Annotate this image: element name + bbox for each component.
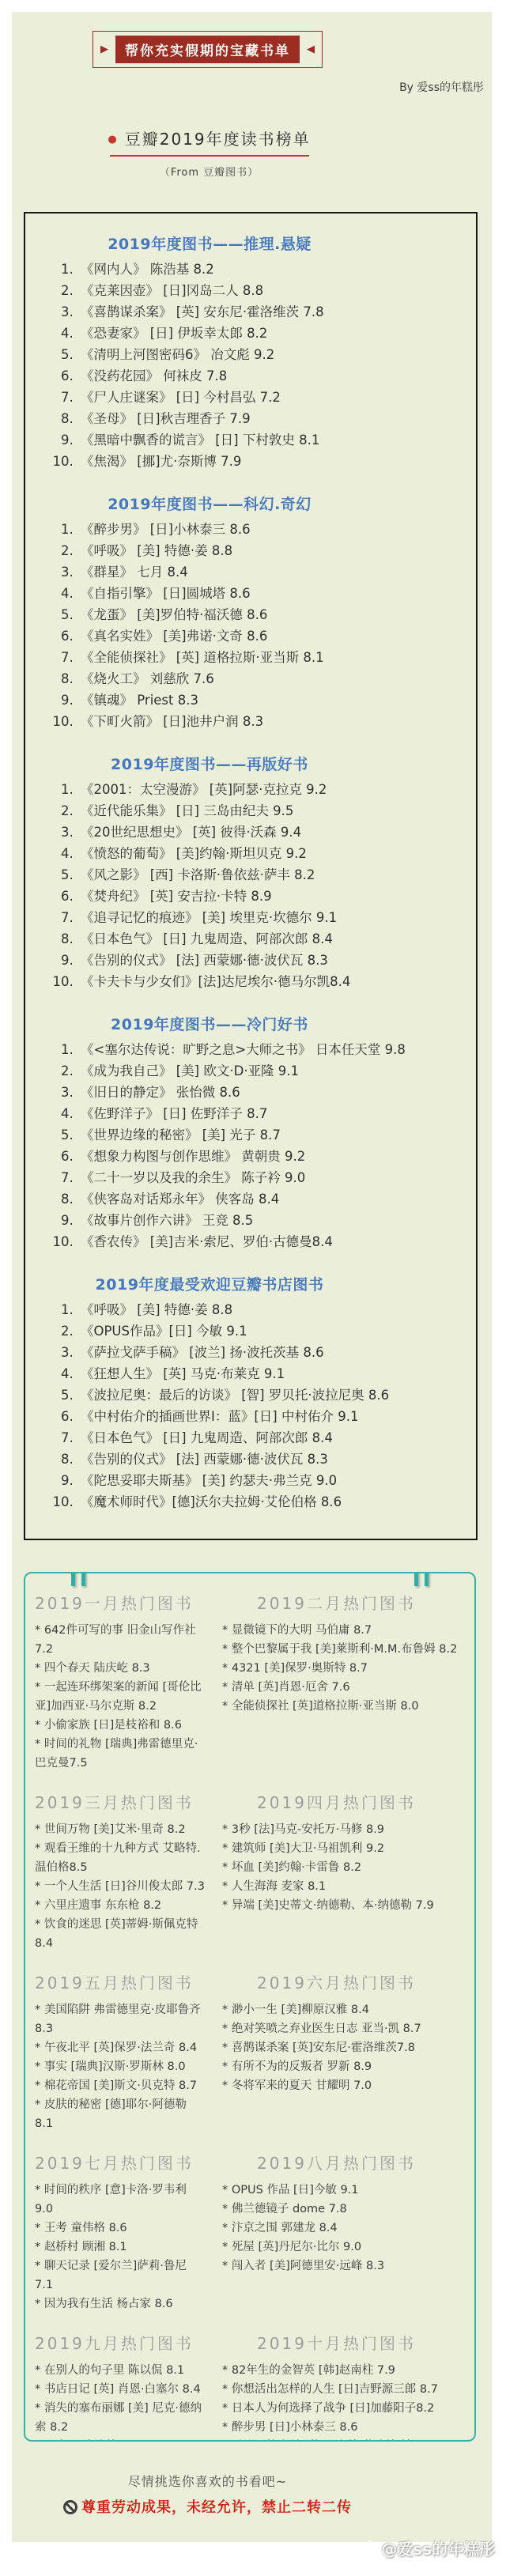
pause-bars-icon bbox=[414, 1572, 429, 1586]
book-entry: 6. 《焚舟纪》 [英] 安吉拉·卡特 8.9 bbox=[77, 886, 465, 907]
book-entry: 1. 《<塞尔达传说：旷野之息>大师之书》 日本任天堂 9.8 bbox=[77, 1039, 465, 1060]
play-right-icon: ▶ bbox=[100, 43, 108, 55]
page-subtitle: （From 豆瓣图书） bbox=[159, 167, 259, 179]
month-january bbox=[35, 1578, 205, 1773]
ranked-book-list bbox=[36, 1039, 465, 1252]
book-entry: * 棉花帝国 [美]斯文·贝克特 8.7 bbox=[35, 2079, 198, 2092]
book-entry: * 渺小一生 [美]柳原汉雅 8.4 bbox=[222, 2004, 369, 2016]
book-entry: 2. 《OPUS作品》[日] 今敏 9.1 bbox=[77, 1320, 465, 1342]
book-entry: 6. 《没药花园》 何袜皮 7.8 bbox=[77, 365, 465, 387]
month-march bbox=[35, 1777, 205, 1953]
book-entry: * 皮肤的秘密 [德]耶尔·阿德勒 8.1 bbox=[35, 2098, 187, 2130]
book-entry: 6. 《想象力构图与创作思维》 黄朝贵 9.2 bbox=[77, 1146, 465, 1167]
book-entry: 8. 《圣母》 [日]秋吉理香子 7.9 bbox=[77, 408, 465, 429]
book-entry: 5. 《龙蛋》 [美]罗伯特·福沃德 8.6 bbox=[77, 604, 465, 625]
book-entry: * 四个春天 陆庆屹 8.3 bbox=[35, 1662, 150, 1675]
book-entry: * 坏血 [美]约翰·卡雷鲁 8.2 bbox=[222, 1861, 362, 1874]
book-entry: 7. 《尸人庄谜案》 [日] 今村昌弘 7.2 bbox=[77, 387, 465, 408]
book-entry: * 建筑师 [美]大卫·马祖凯利 9.2 bbox=[222, 1842, 385, 1855]
book-entry: * 醉步男 [日]小林泰三 8.6 bbox=[222, 2421, 358, 2434]
book-entry: * 人生海海 麦家 8.1 bbox=[222, 1880, 327, 1893]
footer-note: 尽情挑选你喜欢的书看吧~ bbox=[127, 2474, 288, 2489]
month-title: 2019四月热门图书 bbox=[257, 1793, 416, 1812]
book-entry: 3. 《群星》 七月 8.4 bbox=[77, 561, 465, 583]
book-entry: * 冬将军来的夏天 甘耀明 7.0 bbox=[222, 2079, 372, 2092]
month-book-list bbox=[222, 1621, 465, 1716]
month-title: 2019八月热门图书 bbox=[257, 2154, 416, 2173]
book-entry: * 有所不为的反叛者 罗新 8.9 bbox=[222, 2060, 372, 2073]
book-entry: * 王考 童伟格 8.6 bbox=[35, 2222, 127, 2234]
book-entry: 2. 《克莱因壶》 [日]冈岛二人 8.8 bbox=[77, 280, 465, 301]
month-book-list bbox=[222, 1820, 465, 1915]
section-title: 2019年度图书——科幻.奇幻 bbox=[108, 496, 312, 513]
book-entry: 1. 《醉步男》 [日]小林泰三 8.6 bbox=[77, 519, 465, 540]
section-title: 2019年度图书——再版好书 bbox=[111, 756, 308, 773]
book-entry: * 清单 [英]肖恩·厄舍 7.6 bbox=[222, 1681, 350, 1694]
book-entry: 7. 《追寻记忆的痕迹》 [美] 埃里克·坎德尔 9.1 bbox=[77, 907, 465, 928]
book-entry: * 聊天记录 [爱尔兰]萨莉·鲁尼 7.1 bbox=[35, 2260, 187, 2291]
book-entry: 4. 《恐妻家》 [日] 伊坂幸太郎 8.2 bbox=[77, 323, 465, 344]
book-entry: 8. 《日本色气》 [日] 九鬼周造、阿部次郎 8.4 bbox=[77, 928, 465, 950]
month-title: 2019六月热门图书 bbox=[257, 1974, 416, 1992]
section-niche bbox=[36, 1013, 465, 1252]
book-entry: 5. 《波拉尼奥：最后的访谈》 [智] 罗贝托·波拉尼奥 8.6 bbox=[77, 1384, 465, 1406]
book-entry: * 美国陷阱 弗雷德里克·皮耶鲁齐 8.3 bbox=[35, 2004, 201, 2035]
book-entry: * 闯入者 [美]阿德里安·远峰 8.3 bbox=[222, 2260, 385, 2272]
book-entry: 1. 《网内人》 陈浩基 8.2 bbox=[77, 259, 465, 280]
book-entry: * 书店日记 [英] 肖恩·白塞尔 8.4 bbox=[35, 2383, 201, 2396]
ranked-book-list bbox=[36, 1299, 465, 1513]
book-entry: * OPUS 作品 [日]今敏 9.1 bbox=[222, 2184, 359, 2196]
book-entry: 10. 《香农传》 [美]吉米·索尼、罗伯·古德曼8.4 bbox=[77, 1231, 465, 1252]
book-entry bbox=[35, 2437, 205, 2442]
book-entry: 8. 《烧火工》 刘慈欣 7.6 bbox=[77, 668, 465, 689]
section-title: 2019年度最受欢迎豆瓣书店图书 bbox=[95, 1276, 324, 1294]
book-entry: * 午夜北平 [英]保罗·法兰奇 8.4 bbox=[35, 2042, 198, 2054]
section-title: 2019年度图书——推理.悬疑 bbox=[108, 236, 312, 253]
watermark-text: @爱ss的年糕彤 bbox=[381, 2540, 495, 2559]
no-entry-icon bbox=[63, 2500, 77, 2514]
red-dot-icon: ● bbox=[108, 134, 117, 145]
book-entry: 3. 《20世纪思想史》 [英] 彼得·沃森 9.4 bbox=[77, 822, 465, 843]
month-book-list bbox=[35, 2361, 205, 2442]
list-header bbox=[0, 127, 449, 179]
book-entry: * 整个巴黎属于我 [美]莱斯利·M.M.布鲁姆 8.2 bbox=[222, 1643, 458, 1656]
play-left-icon: ◀ bbox=[307, 43, 315, 55]
book-entry: 4. 《自指引擎》 [日]圆城塔 8.6 bbox=[77, 583, 465, 604]
book-entry: 8. 《告别的仪式》 [法] 西蒙娜·德·波伏瓦 8.3 bbox=[77, 1449, 465, 1470]
month-book-list bbox=[222, 2361, 465, 2442]
weibo-logo-icon bbox=[356, 2539, 376, 2558]
book-entry: 5. 《风之影》 [西] 卡洛斯·鲁依兹·萨丰 8.2 bbox=[77, 864, 465, 886]
month-title: 2019五月热门图书 bbox=[35, 1974, 194, 1992]
book-entry: 2. 《呼吸》 [美] 特德·姜 8.8 bbox=[77, 540, 465, 561]
book-entry: 9. 《镇魂》 Priest 8.3 bbox=[77, 689, 465, 711]
month-may bbox=[35, 1958, 205, 2133]
book-entry: 3. 《萨拉戈萨手稿》 [波兰] 扬·波托茨基 8.6 bbox=[77, 1342, 465, 1363]
month-book-list bbox=[222, 2181, 465, 2276]
book-entry: 4. 《狂想人生》 [英] 马克·布莱克 9.1 bbox=[77, 1363, 465, 1384]
book-entry: * 消失的塞布丽娜 [美] 尼克·德纳索 8.2 bbox=[35, 2402, 202, 2434]
month-june bbox=[222, 1958, 465, 2133]
book-entry: 5. 《清明上河图密码6》 冶文彪 9.2 bbox=[77, 344, 465, 365]
month-book-list bbox=[222, 2000, 465, 2095]
book-entry: * 饮食的迷思 [英]蒂姆·斯佩克特 8.4 bbox=[35, 1918, 198, 1950]
book-entry: * 异端 [美]史蒂文·纳德勒、本·纳德勒 7.9 bbox=[222, 1899, 434, 1912]
book-entry: 9. 《故事片创作六讲》 王竞 8.5 bbox=[77, 1210, 465, 1231]
month-book-list bbox=[35, 2181, 205, 2313]
book-entry: 8. 《侠客岛对话郑永年》 侠客岛 8.4 bbox=[77, 1188, 465, 1210]
month-title: 2019十月热门图书 bbox=[257, 2334, 416, 2353]
book-entry: 2. 《成为我自己》 [美] 欧文·D·亚隆 9.1 bbox=[77, 1060, 465, 1082]
book-entry: * 在别人的句子里 陈以侃 8.1 bbox=[35, 2364, 185, 2377]
book-entry: 6. 《真名实姓》 [美]弗诺·文奇 8.6 bbox=[77, 625, 465, 647]
book-entry: 6. 《中村佑介的插画世界I：蓝》[日] 中村佑介 9.1 bbox=[77, 1406, 465, 1427]
book-entry: * 日本人为何选择了战争 [日]加藤阳子8.2 bbox=[222, 2402, 435, 2415]
month-title: 2019七月热门图书 bbox=[35, 2154, 194, 2173]
book-entry: * 一起连环绑架案的新闻 [哥伦比亚]加西亚·马尔克斯 8.2 bbox=[35, 1681, 202, 1713]
ranked-book-list bbox=[36, 519, 465, 732]
book-entry: * 喜鹊谋杀案 [英]安东尼·霍洛维茨7.8 bbox=[222, 2042, 415, 2054]
book-entry: * 汴京之围 郭建龙 8.4 bbox=[222, 2222, 338, 2234]
month-title: 2019九月热门图书 bbox=[35, 2334, 194, 2353]
book-entry: 10. 《卡夫卡与少女们》[法]达尼埃尔·德马尔凯8.4 bbox=[77, 971, 465, 992]
book-entry: 9. 《告别的仪式》 [法] 西蒙娜·德·波伏瓦 8.3 bbox=[77, 950, 465, 971]
month-february bbox=[222, 1578, 465, 1773]
month-july bbox=[35, 2138, 205, 2313]
author-byline: By 爱ss的年糕彤 bbox=[399, 81, 484, 94]
book-entry: 10. 《焦渴》 [挪]尤·奈斯博 7.9 bbox=[77, 451, 465, 472]
book-entry: 4. 《愤怒的葡萄》 [美]约翰·斯坦贝克 9.2 bbox=[77, 843, 465, 864]
section-mystery bbox=[36, 232, 465, 472]
section-title: 2019年度图书——冷门好书 bbox=[111, 1016, 308, 1033]
book-entry: * 六里庄遗事 东东枪 8.2 bbox=[35, 1899, 162, 1912]
month-title: 2019二月热门图书 bbox=[257, 1594, 416, 1613]
book-entry: 3. 《旧日的静定》 张怡微 8.6 bbox=[77, 1082, 465, 1103]
weibo-watermark bbox=[356, 2536, 495, 2559]
book-entry: * 因为我有生活 杨占家 8.6 bbox=[35, 2298, 173, 2310]
book-entry: 3. 《喜鹊谋杀案》 [英] 安东尼·霍洛维茨 7.8 bbox=[77, 301, 465, 323]
month-book-list bbox=[35, 1621, 205, 1773]
book-entry: * 显微镜下的大明 马伯庸 8.7 bbox=[222, 1624, 372, 1637]
book-entry: * 事实 [瑞典]汉斯·罗斯林 8.0 bbox=[35, 2060, 186, 2073]
book-entry: 7. 《日本色气》 [日] 九鬼周造、阿部次郎 8.4 bbox=[77, 1427, 465, 1449]
month-title: 2019三月热门图书 bbox=[35, 1793, 194, 1812]
book-entry bbox=[222, 2437, 465, 2442]
footer-warning-text: 尊重劳动成果，未经允许，禁止二转二传 bbox=[81, 2499, 352, 2516]
book-entry: * 642件可写的事 旧金山写作社 7.2 bbox=[35, 1624, 196, 1656]
ranked-book-list bbox=[36, 259, 465, 472]
book-entry: * 时间的秩序 [意]卡洛·罗韦利 9.0 bbox=[35, 2184, 187, 2215]
months-grid bbox=[35, 1578, 465, 2442]
footer-warning bbox=[0, 2496, 447, 2517]
month-book-list bbox=[35, 2000, 205, 2133]
poster-canvas bbox=[12, 12, 495, 2559]
month-april bbox=[222, 1777, 465, 1953]
book-entry: 4. 《佐野洋子》 [日] 佐野洋子 8.7 bbox=[77, 1103, 465, 1124]
ranked-book-list bbox=[36, 779, 465, 992]
book-entry: * 小偷家族 [日]是枝裕和 8.6 bbox=[35, 1719, 182, 1732]
book-entry: 7. 《二十一岁以及我的余生》 陈子衿 9.0 bbox=[77, 1167, 465, 1188]
book-entry: 5. 《世界边缘的秘密》 [美] 光子 8.7 bbox=[77, 1124, 465, 1146]
month-august bbox=[222, 2138, 465, 2313]
annual-lists-box bbox=[24, 212, 478, 1540]
book-entry: 10. 《魔术师时代》[德]沃尔夫拉姆·艾伦伯格 8.6 bbox=[77, 1491, 465, 1513]
book-entry: * 82年生的金智英 [韩]赵南柱 7.9 bbox=[222, 2364, 395, 2377]
monthly-lists-box bbox=[24, 1572, 476, 2442]
page-title: 豆瓣2019年度读书榜单 bbox=[124, 130, 311, 149]
book-entry: * 4321 [美]保罗·奥斯特 8.7 bbox=[222, 1662, 368, 1675]
book-entry: * 世间万物 [美]艾米·里奇 8.2 bbox=[35, 1823, 186, 1836]
book-entry: * 观看王维的十九种方式 艾略特.温伯格8.5 bbox=[35, 1842, 201, 1874]
banner bbox=[93, 31, 323, 68]
book-entry: 2. 《近代能乐集》 [日] 三岛由纪夫 9.5 bbox=[77, 800, 465, 822]
section-bookstore bbox=[36, 1273, 465, 1513]
book-entry: 9. 《陀思妥耶夫斯基》 [美] 约瑟夫·弗兰克 9.0 bbox=[77, 1470, 465, 1491]
book-entry: * 佛兰德镜子 dome 7.8 bbox=[222, 2203, 347, 2215]
book-entry: * 时间的礼物 [瑞典]弗雷德里克·巴克曼7.5 bbox=[35, 1738, 198, 1770]
book-entry: * 赵桥村 顾湘 8.1 bbox=[35, 2241, 127, 2253]
book-entry: 7. 《全能侦探社》 [英] 道格拉斯·亚当斯 8.1 bbox=[77, 647, 465, 668]
list-title-row bbox=[0, 127, 449, 149]
banner-title: 帮你充实假期的宝藏书单 bbox=[115, 36, 300, 63]
book-entry: * 全能侦探社 [英]道格拉斯·亚当斯 8.0 bbox=[222, 1700, 419, 1713]
section-reprint bbox=[36, 753, 465, 992]
book-entry: * 绝对笑喷之弃业医生日志 亚当·凯 8.7 bbox=[222, 2023, 421, 2035]
book-entry: * 3秒 [法]马克-安托万·马修 8.9 bbox=[222, 1823, 385, 1836]
book-entry: 1. 《2001：太空漫游》 [英]阿瑟·克拉克 9.2 bbox=[77, 779, 465, 800]
book-entry: * 你想活出怎样的人生 [日]吉野源三郎 8.7 bbox=[222, 2383, 438, 2396]
month-october bbox=[222, 2318, 465, 2442]
book-entry: 1. 《呼吸》 [美] 特德·姜 8.8 bbox=[77, 1299, 465, 1320]
pause-bars-icon bbox=[71, 1572, 85, 1586]
book-entry: 10. 《下町火箭》 [日]池井户润 8.3 bbox=[77, 711, 465, 732]
month-title: 2019一月热门图书 bbox=[35, 1594, 194, 1613]
month-september bbox=[35, 2318, 205, 2442]
month-book-list bbox=[35, 1820, 205, 1953]
book-entry: 9. 《黑暗中飘香的谎言》 [日] 下村敦史 8.1 bbox=[77, 429, 465, 451]
title-underline bbox=[110, 155, 309, 157]
book-entry: * 死屋 [英]丹尼尔·比尔 9.0 bbox=[222, 2241, 362, 2253]
book-entry: * 一个人生活 [日]谷川俊太郎 7.3 bbox=[35, 1880, 205, 1893]
section-scifi bbox=[36, 493, 465, 732]
